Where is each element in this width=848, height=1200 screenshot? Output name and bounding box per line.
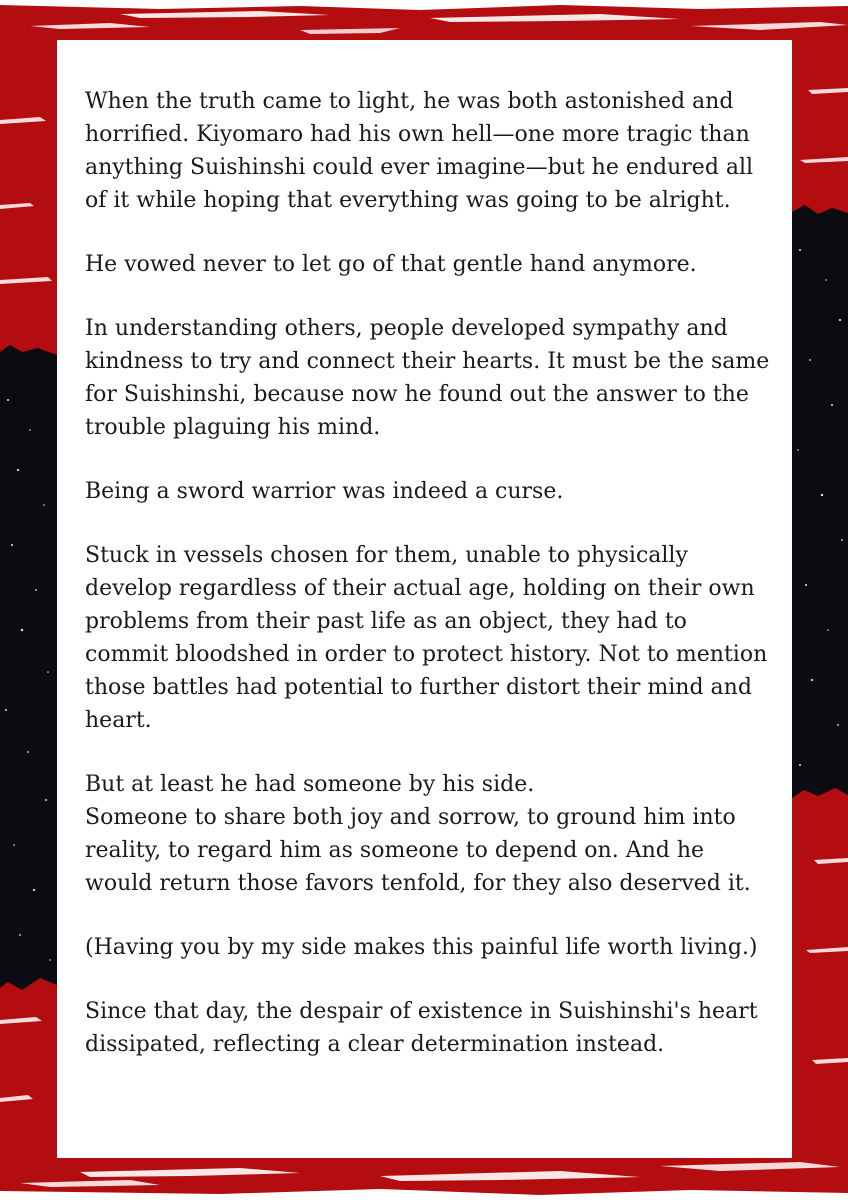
- paragraph-vow: He vowed never to let go of that gentle hand anymore.: [85, 252, 697, 277]
- paragraph-curse: Being a sword warrior was indeed a curse.: [85, 479, 564, 504]
- paragraph-understanding: In understanding others, people developed sympathy and kindness to try and connect their hearts. It must be the same for Suishinshi, because now he found out the answer to the trouble plaguing his mind.: [85, 316, 770, 440]
- dark-brush-left: [0, 345, 57, 990]
- text-page: [57, 40, 792, 1158]
- paragraph-since-that-day: Since that day, the despair of existence in Suishinshi's heart dissipated, reflecting a clear determination instead.: [85, 999, 758, 1057]
- dark-brush-right: [792, 205, 848, 798]
- paragraph-someone-by-side: But at least he had someone by his side.: [85, 772, 535, 797]
- paragraph-vessels: Stuck in vessels chosen for them, unable to physically develop regardless of their actual age, holding on their own problems from their past life as an object, they had to commit bloodshed in order to protect history. Not to mention those battles had potential to further distort their mind and heart.: [85, 543, 768, 733]
- paragraph-share-joy: Someone to share both joy and sorrow, to ground him into reality, to regard him as someone to depend on. And he would return those favors tenfold, for they also deserved it.: [85, 805, 751, 896]
- paragraph-truth: When the truth came to light, he was both astonished and horrified. Kiyomaro had his own hell—one more tragic than anything Suishinshi could ever imagine—but he endured all of it while hoping that everything was going to be alright.: [85, 89, 754, 213]
- paragraph-quote: (Having you by my side makes this painful life worth living.): [85, 935, 758, 960]
